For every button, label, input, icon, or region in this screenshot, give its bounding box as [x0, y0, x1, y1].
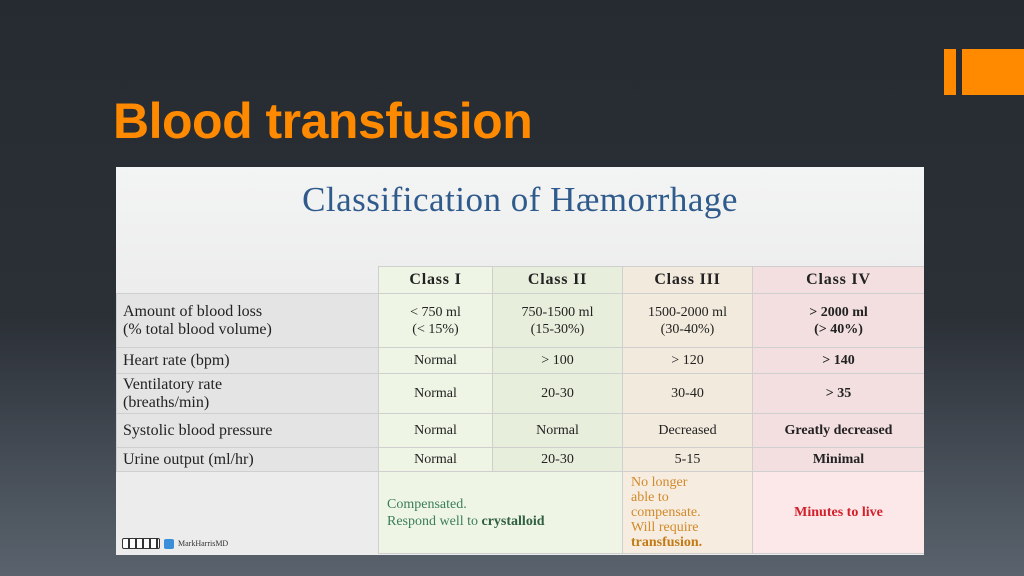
note-line: No longer	[631, 475, 688, 490]
figure-heading: Classification of Hæmorrhage	[302, 180, 738, 219]
note-line: compensate.	[631, 505, 701, 520]
creative-commons-icon	[122, 538, 160, 549]
row-label	[117, 294, 379, 348]
table-cell: > 35	[753, 374, 925, 414]
note-line: able to	[631, 490, 669, 505]
column-header: Class I	[379, 267, 493, 294]
column-header: Class II	[493, 267, 623, 294]
accent-bar-small	[944, 49, 956, 95]
note-emphasis: crystalloid	[481, 513, 545, 529]
table-row	[117, 374, 925, 414]
table-cell: > 120	[623, 348, 753, 374]
table-cell: Normal	[379, 414, 493, 448]
note-line	[387, 513, 622, 530]
table-cell: Normal	[493, 414, 623, 448]
note-no-longer	[623, 472, 753, 554]
row-label-line: Ventilatory rate	[123, 375, 223, 393]
table-row	[117, 348, 925, 374]
note-emphasis: transfusion.	[631, 535, 703, 550]
table-row	[117, 414, 925, 448]
table-cell: Minimal	[753, 448, 925, 472]
cell-line: 1500-2000 ml	[648, 304, 727, 320]
cell-line: (> 40%)	[814, 321, 863, 337]
slide-title: Blood transfusion	[113, 93, 533, 149]
row-label: Urine output (ml/hr)	[117, 448, 379, 472]
cell-line: (30-40%)	[660, 321, 715, 337]
accent-bar-large	[962, 49, 1024, 95]
note-line: Will require	[631, 520, 699, 535]
table-cell: Normal	[379, 374, 493, 414]
cell-line: 750-1500 ml	[521, 304, 594, 320]
note-line: Compensated.	[387, 496, 467, 512]
row-label-line: Amount of blood loss	[123, 302, 263, 320]
cell-line: (15-30%)	[530, 321, 585, 337]
note-compensated	[379, 472, 623, 554]
row-label	[117, 374, 379, 414]
table-row	[117, 294, 925, 348]
table-cell: 20-30	[493, 448, 623, 472]
twitter-icon	[164, 539, 174, 549]
row-label: Heart rate (bpm)	[117, 348, 379, 374]
note-minutes-to-live: Minutes to live	[753, 472, 925, 554]
row-label-line: (breaths/min)	[123, 393, 210, 411]
notes-row	[117, 472, 925, 554]
note-text: Respond well to	[387, 513, 482, 529]
table-cell: Greatly decreased	[753, 414, 925, 448]
table-cell	[379, 294, 493, 348]
haemorrhage-table	[116, 266, 924, 554]
table-cell: 5-15	[623, 448, 753, 472]
column-header: Class III	[623, 267, 753, 294]
table-cell: > 140	[753, 348, 925, 374]
table-row	[117, 448, 925, 472]
row-label-line: (% total blood volume)	[123, 320, 272, 338]
credit-line	[122, 538, 228, 549]
cell-line: > 2000 ml	[809, 304, 868, 320]
table-cell: 20-30	[493, 374, 623, 414]
table-header-row	[117, 267, 925, 294]
table-cell	[623, 294, 753, 348]
table-cell: Decreased	[623, 414, 753, 448]
cell-line: < 750 ml	[410, 304, 461, 320]
column-header: Class IV	[753, 267, 925, 294]
table-cell	[493, 294, 623, 348]
cell-line: (< 15%)	[412, 321, 459, 337]
header-blank	[117, 267, 379, 294]
table-cell: 30-40	[623, 374, 753, 414]
table-cell: Normal	[379, 448, 493, 472]
table-cell: > 100	[493, 348, 623, 374]
row-label: Systolic blood pressure	[117, 414, 379, 448]
credit-handle: MarkHarrisMD	[178, 539, 229, 548]
table-cell	[753, 294, 925, 348]
table-cell: Normal	[379, 348, 493, 374]
haemorrhage-figure	[116, 167, 924, 555]
